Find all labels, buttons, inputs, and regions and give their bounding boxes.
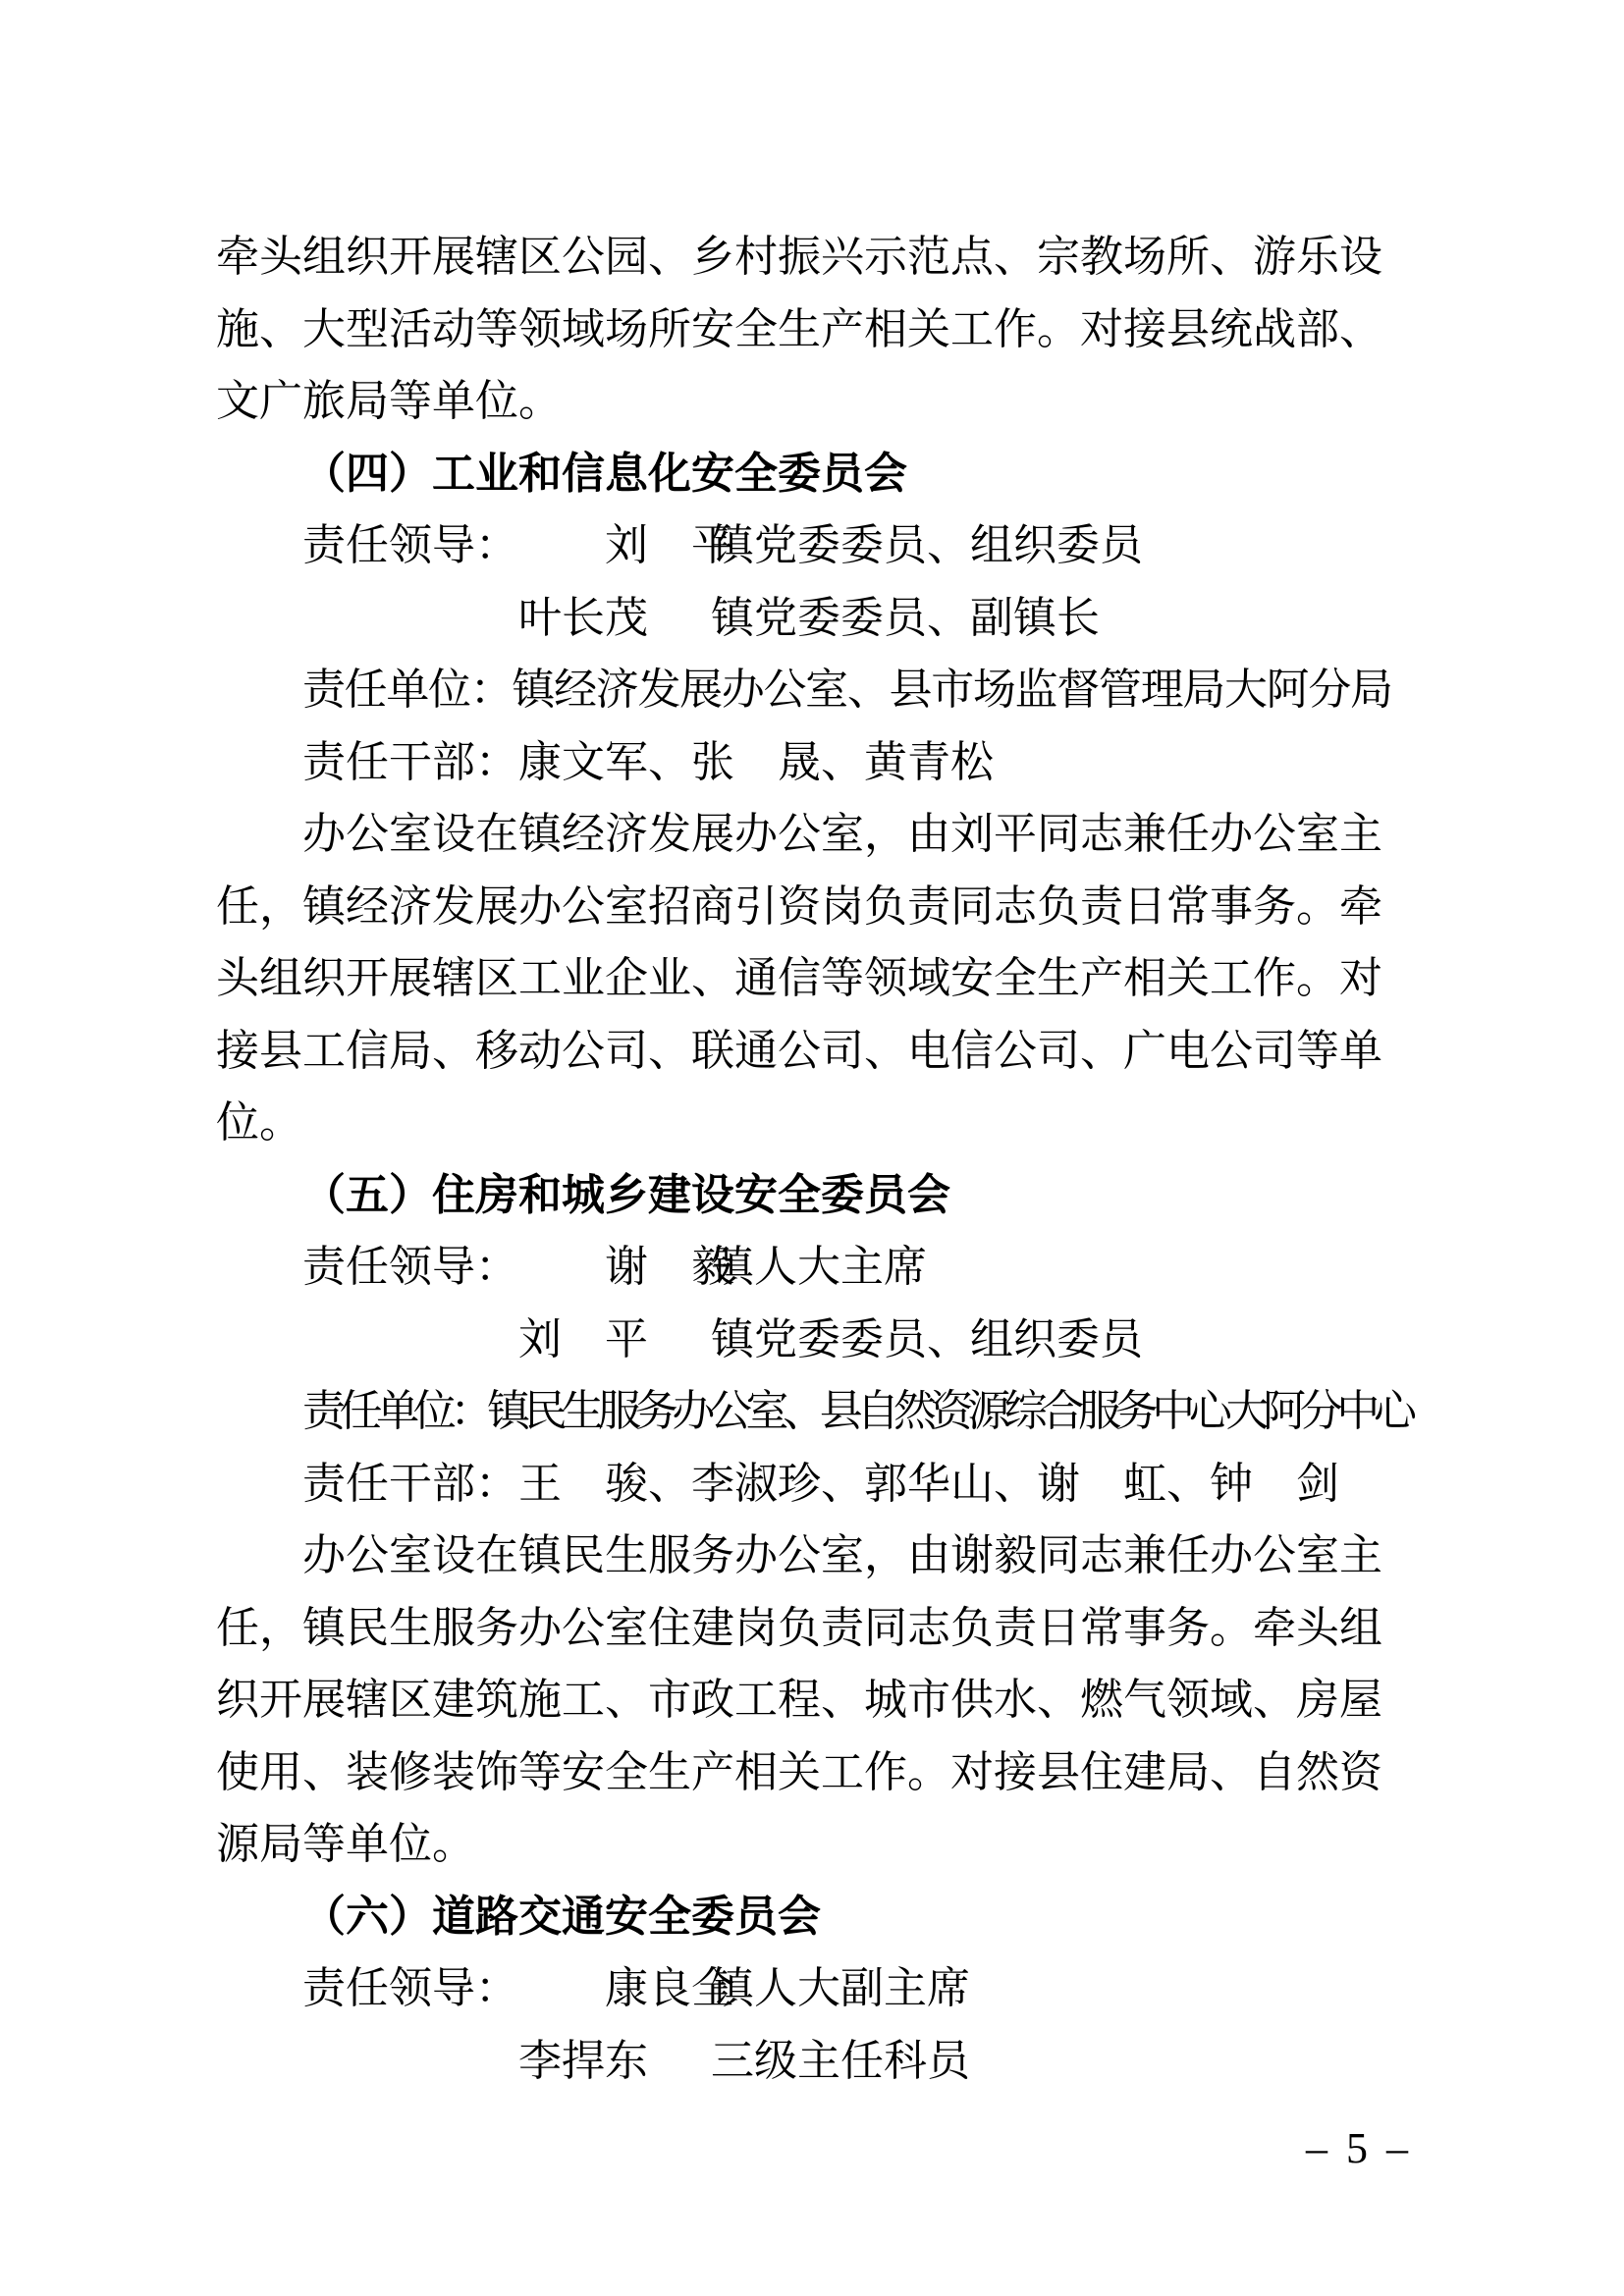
section-4-para-line-4: 接县工信局、移动公司、联通公司、电信公司、广电公司等单 xyxy=(216,1026,1382,1075)
cadre-text: 康文军、张 晟、黄青松 xyxy=(518,737,994,786)
leader-title: 镇人大主席 xyxy=(711,1243,927,1291)
cadre-label: 责任干部： xyxy=(302,1459,518,1508)
intro-line-3: 文广旅局等单位。 xyxy=(216,377,562,425)
leader-name: 李捍东 xyxy=(518,2036,648,2085)
leader-title: 三级主任科员 xyxy=(711,2036,970,2085)
section-5-leader-line-2 xyxy=(216,1304,1408,1376)
intro-line-2: 施、大型活动等领域场所安全生产相关工作。对接县统战部、 xyxy=(216,304,1382,353)
section-4-para-line-2: 任，镇经济发展办公室招商引资岗负责同志负责日常事务。牵 xyxy=(216,881,1382,931)
leader-label: 责任领导： xyxy=(302,1243,518,1291)
section-6-heading: （六）道路交通安全委员会 xyxy=(302,1892,821,1941)
leader-name: 叶长茂 xyxy=(518,593,648,642)
section-5-unit-line xyxy=(216,1375,1411,1448)
intro-line-1: 牵头组织开展辖区公园、乡村振兴示范点、宗教场所、游乐设 xyxy=(216,233,1382,281)
leader-name: 刘 平 xyxy=(605,521,734,569)
section-5-para-line-4: 使用、装修装饰等安全生产相关工作。对接县住建局、自然资 xyxy=(216,1747,1382,1796)
leader-title: 镇人大副主席 xyxy=(711,1964,970,2012)
unit-label: 责任单位： xyxy=(302,1387,488,1435)
unit-label: 责任单位： xyxy=(302,666,513,714)
section-4-heading: （四）工业和信息化安全委员会 xyxy=(302,449,907,498)
leader-label: 责任领导： xyxy=(302,1964,518,2012)
section-4-leader-line-2 xyxy=(216,582,1408,655)
section-4-leader-line-1 xyxy=(216,509,1408,582)
leader-title: 镇党委委员、组织委员 xyxy=(711,521,1143,569)
section-4-para-line-5: 位。 xyxy=(216,1098,302,1147)
leader-title: 镇党委委员、副镇长 xyxy=(711,593,1100,642)
leader-label: 责任领导： xyxy=(302,521,518,569)
section-5-heading: （五）住房和城乡建设安全委员会 xyxy=(302,1170,950,1219)
leader-name: 刘 平 xyxy=(518,1314,648,1363)
leader-name: 谢 毅 xyxy=(605,1243,734,1291)
section-5-leader-line-1 xyxy=(216,1231,1408,1304)
section-5-para-line-3: 织开展辖区建筑施工、市政工程、城市供水、燃气领域、房屋 xyxy=(216,1676,1382,1724)
page-number: – 5 – xyxy=(1306,2124,1412,2172)
section-6-leader-line-2 xyxy=(216,2025,1408,2098)
section-4-unit-line xyxy=(216,654,1408,726)
section-4-cadre-line xyxy=(216,726,1408,799)
leader-name: 康良全 xyxy=(605,1964,734,2012)
section-5-cadre-line xyxy=(216,1448,1408,1521)
cadre-text: 王 骏、李淑珍、郭华山、谢 虹、钟 剑 xyxy=(518,1459,1339,1508)
leader-title: 镇党委委员、组织委员 xyxy=(711,1314,1143,1363)
document-body xyxy=(216,221,1411,2097)
unit-text: 镇民生服务办公室、县自然资源综合服务中心大阿分中心 xyxy=(487,1387,1411,1435)
section-5-para-line-2: 任，镇民生服务办公室住建岗负责同志负责日常事务。牵头组 xyxy=(216,1603,1382,1652)
section-5-para-line-5: 源局等单位。 xyxy=(216,1820,475,1868)
section-5-para-line-1: 办公室设在镇民生服务办公室，由谢毅同志兼任办公室主 xyxy=(302,1531,1382,1579)
unit-text: 镇经济发展办公室、县市场监督管理局大阿分局 xyxy=(512,666,1392,714)
section-6-leader-line-1 xyxy=(216,1952,1408,2025)
section-4-para-line-1: 办公室设在镇经济发展办公室，由刘平同志兼任办公室主 xyxy=(302,810,1382,858)
section-4-para-line-3: 头组织开展辖区工业企业、通信等领域安全生产相关工作。对 xyxy=(216,954,1382,1002)
cadre-label: 责任干部： xyxy=(302,737,518,786)
